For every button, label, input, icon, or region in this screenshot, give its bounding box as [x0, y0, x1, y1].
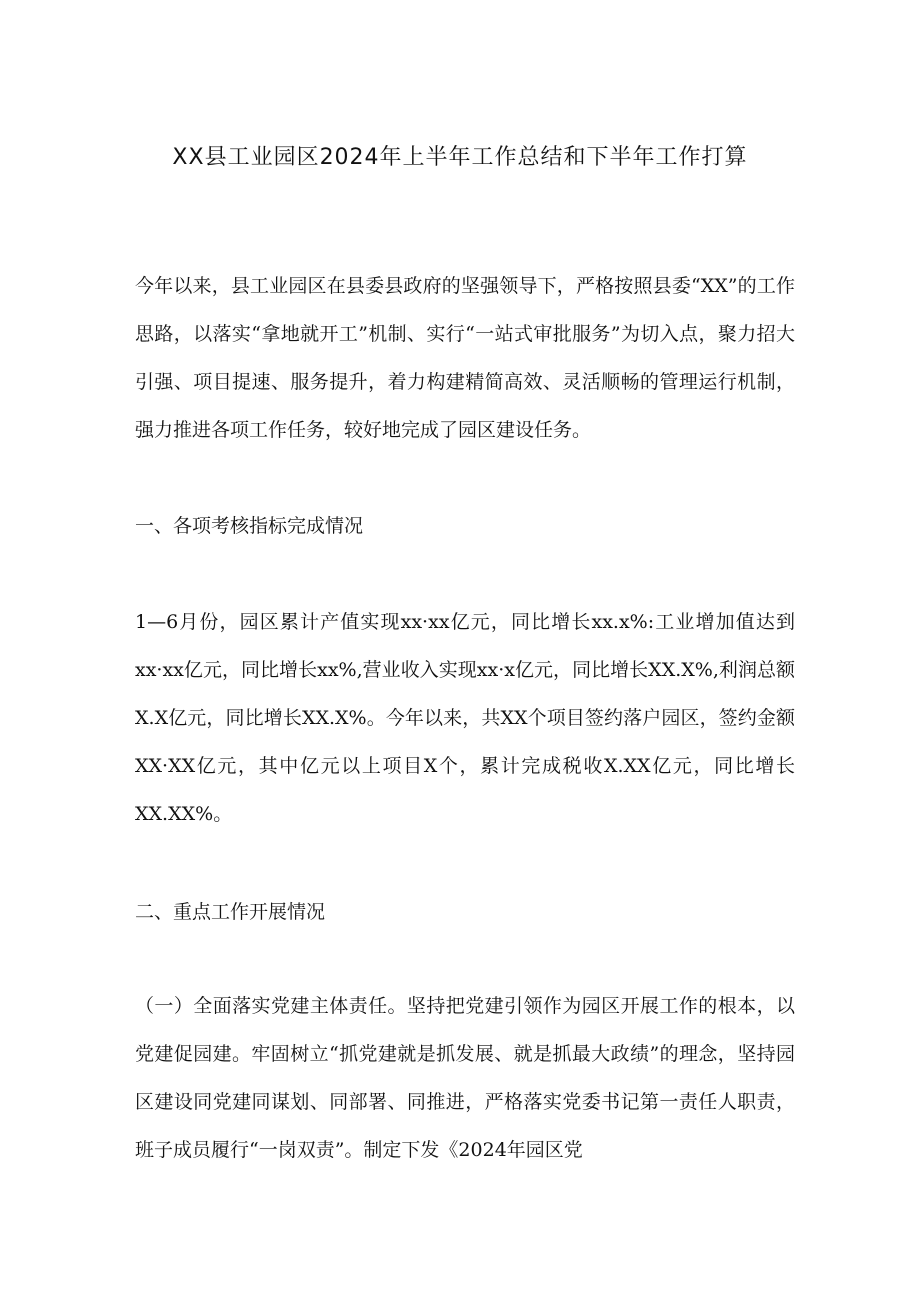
intro-paragraph: 今年以来，县工业园区在县委县政府的坚强领导下，严格按照县委“XX”的工作思路，以落实“拿地就开工”机制、实行“一站式审批服务”为切入点，聚力招大引强、项目提速、服务提升，着力构建精简高效、灵活顺畅的管理运行机制，强力推进各项工作任务，较好地完成了园区建设任务。 [135, 275, 795, 441]
section-2-item-1-paragraph: （一）全面落实党建主体责任。坚持把党建引领作为园区开展工作的根本，以党建促园建。牢固树立“抓党建就是抓发展、就是抓最大政绩”的理念，坚持园区建设同党建同谋划、同部署、同推进，严格落实党委书记第一责任人职责，班子成员履行“一岗双责”。制定下发《2024年园区党 [135, 995, 795, 1161]
section-1-paragraph: 1—6月份，园区累计产值实现xx·xx亿元，同比增长xx.x%:工业增加值达到xx·xx亿元，同比增长xx%,营业收入实现xx·x亿元，同比增长XX.X%,利润总额X.X亿元，同比增长XX.X%。今年以来，共XX个项目签约落户园区，签约金额XX·XX亿元，其中亿元以上项目X个，累计完成税收X.XX亿元，同比增长XX.XX%。 [135, 611, 795, 825]
section-1-heading: 一、各项考核指标完成情况 [135, 515, 364, 537]
document-title: XX县工业园区2024年上半年工作总结和下半年工作打算 [172, 145, 748, 170]
section-2-heading: 二、重点工作开展情况 [135, 901, 326, 923]
